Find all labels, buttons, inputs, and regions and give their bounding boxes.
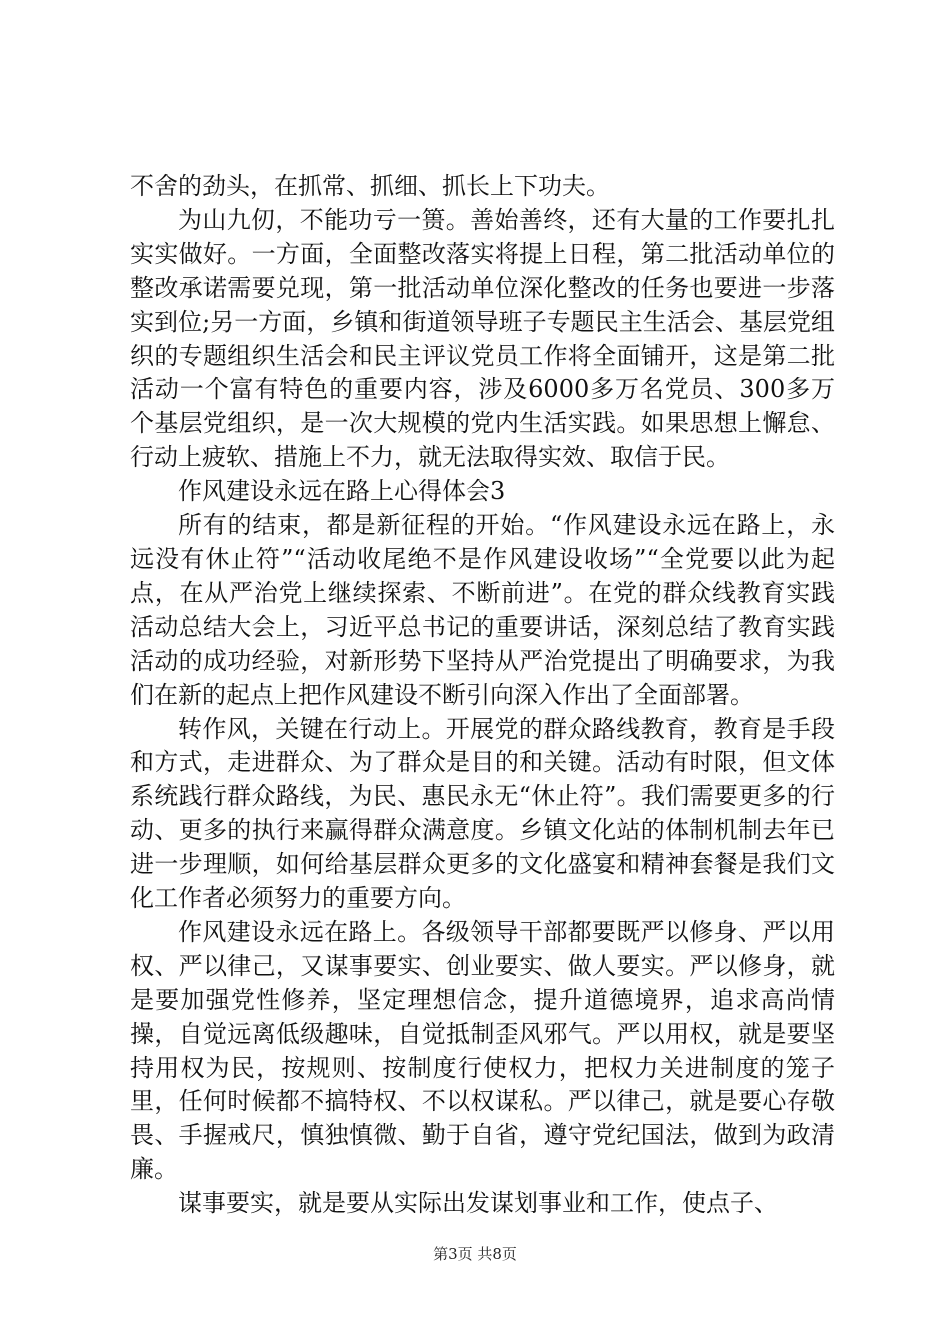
paragraph: 转作风，关键在行动上。开展党的群众路线教育，教育是手段和方式，走进群众、为了群众是目的和关键。活动有时限，但文体系统践行群众路线，为民、惠民永无“休止符”。我们需要更多的行动、更多的执行来赢得群众满意度。乡镇文化站的体制机制去年已进一步理顺，如何给基层群众更多的文化盛宴和精神套餐是我们文化工作者必须努力的重要方向。 xyxy=(130,714,835,913)
paragraph: 所有的结束，都是新征程的开始。“作风建设永远在路上，永远没有休止符”“活动收尾绝不是作风建设收场”“全党要以此为起点，在从严治党上继续探索、不断前进”。在党的群众线教育实践活动总结大会上，习近平总书记的重要讲话，深刻总结了教育实践活动的成功经验，对新形势下坚持从严治党提出了明确要求，为我们在新的起点上把作风建设不断引向深入作出了全面部署。 xyxy=(130,511,835,709)
document-body xyxy=(130,170,835,1221)
page-footer: 第3页 共8页 xyxy=(433,1245,517,1263)
paragraph: 谋事要实，就是要从实际出发谋划事业和工作，使点子、 xyxy=(178,1189,778,1218)
paragraph: 作风建设永远在路上。各级领导干部都要既严以修身、严以用权、严以律己，又谋事要实、创业要实、做人要实。严以修身，就是要加强党性修养，坚定理想信念，提升道德境界，追求高尚情操，自觉远离低级趣味，自觉抵制歪风邪气。严以用权，就是要坚持用权为民，按规则、按制度行使权力，把权力关进制度的笼子里，任何时候都不搞特权、不以权谋私。严以律己，就是要心存敬畏、手握戒尺，慎独慎微、勤于自省，遵守党纪国法，做到为政清廉。 xyxy=(130,917,835,1184)
paragraph: 为山九仞，不能功亏一篑。善始善终，还有大量的工作要扎扎实实做好。一方面，全面整改落实将提上日程，第二批活动单位的整改承诺需要兑现，第一批活动单位深化整改的任务也要进一步落实到位;另一方面，乡镇和街道领导班子专题民主生活会、基层党组织的专题组织生活会和民主评议党员工作将全面铺开，这是第二批活动一个富有特色的重要内容，涉及6000多万名党员、300多万个基层党组织，是一次大规模的党内生活实践。如果思想上懈怠、行动上疲软、措施上不力，就无法取得实效、取信于民。 xyxy=(130,205,835,472)
section-heading: 作风建设永远在路上心得体会3 xyxy=(178,477,506,506)
paragraph: 不舍的劲头，在抓常、抓细、抓长上下功夫。 xyxy=(130,172,610,200)
